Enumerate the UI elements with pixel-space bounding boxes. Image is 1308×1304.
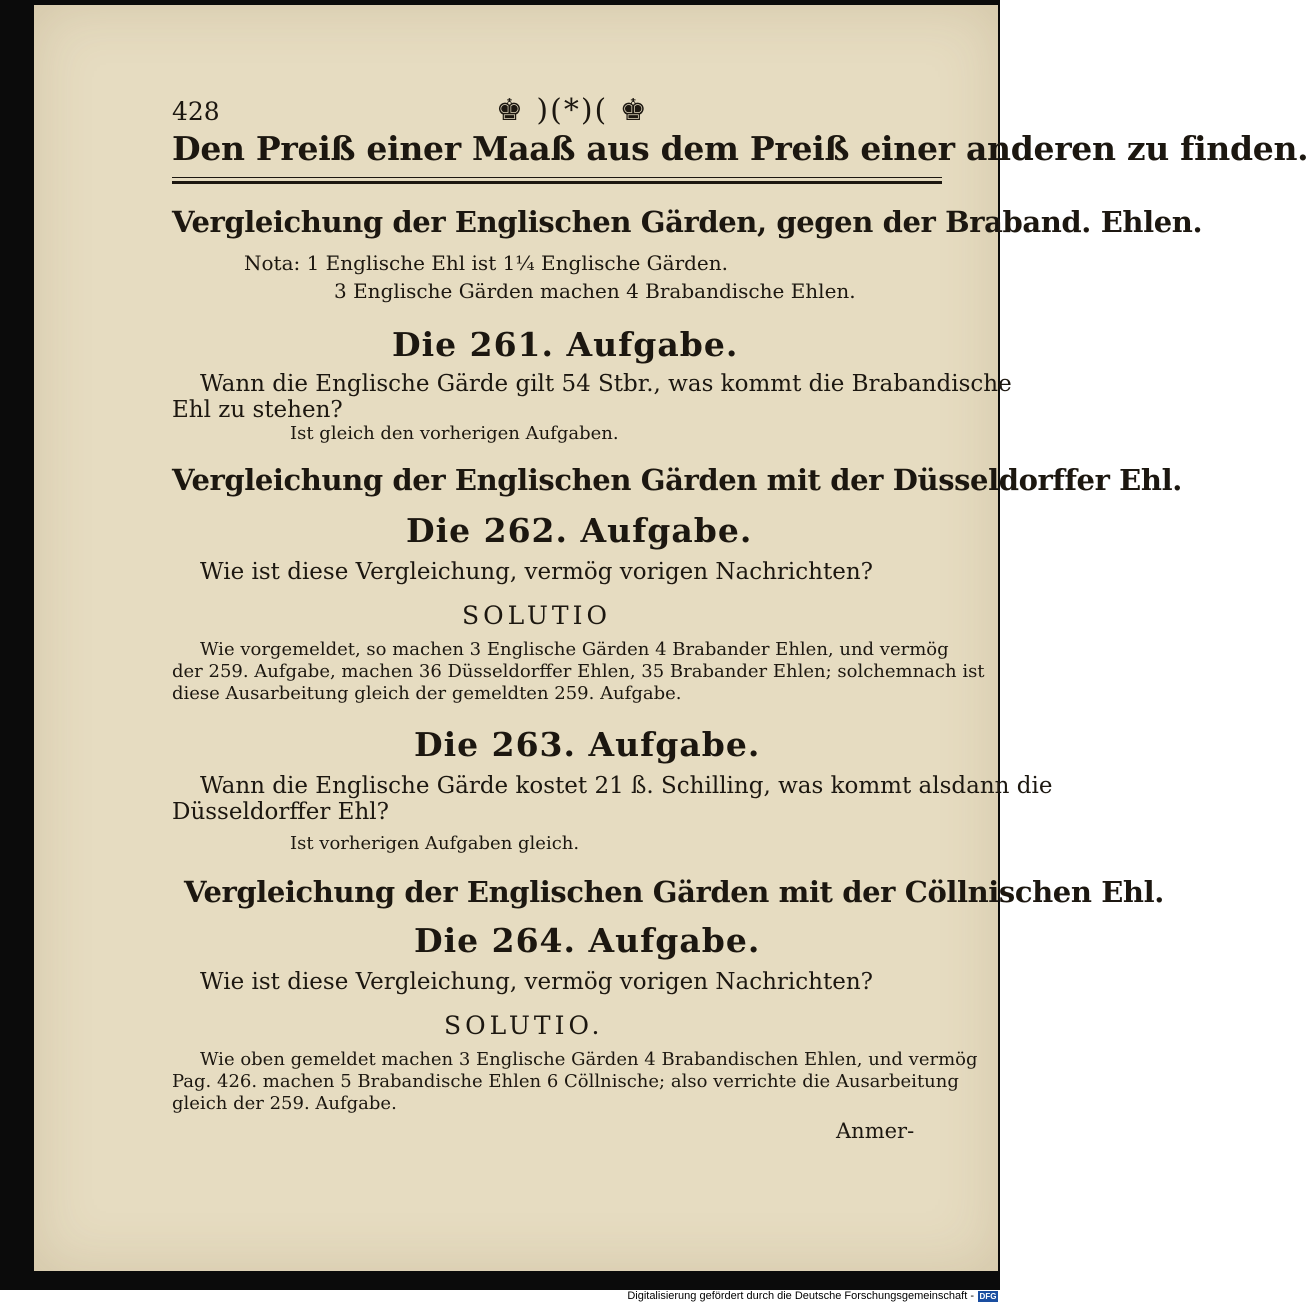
solution-text-line: Wie vorgemeldet, so machen 3 Englische Gärden 4 Brabander Ehlen, und vermög: [200, 639, 949, 660]
problem-heading: Die 263. Aufgabe.: [414, 725, 761, 764]
question-line: Wie ist diese Vergleichung, vermög vorigen Nachrichten?: [200, 559, 873, 585]
solutio-label: SOLUTIO.: [444, 1011, 604, 1040]
question-line: Wie ist diese Vergleichung, vermög vorigen Nachrichten?: [200, 969, 873, 995]
problem-heading: Die 262. Aufgabe.: [406, 511, 753, 550]
body-text-line: Wann die Englische Gärde gilt 54 Stbr., was kommt die Brabandische: [200, 371, 1012, 397]
solution-text-line: der 259. Aufgabe, machen 36 Düsseldorffer Ehlen, 35 Brabander Ehlen; solchemnach ist: [172, 661, 985, 682]
nota-line: Nota: 1 Englische Ehl ist 1¼ Englische Gärden.: [244, 251, 729, 275]
running-head: Den Preiß einer Maaß aus dem Preiß einer anderen zu finden.: [172, 129, 1308, 168]
body-text-line: Ehl zu stehen?: [172, 397, 343, 423]
nota-line: 3 Englische Gärden machen 4 Brabandische Ehlen.: [334, 279, 856, 303]
solution-text-line: Wie oben gemeldet machen 3 Englische Gärden 4 Brabandischen Ehlen, und vermög: [200, 1049, 978, 1070]
page-number: 428: [172, 97, 220, 126]
body-text-line: Ist vorherigen Aufgaben gleich.: [290, 833, 580, 854]
section-title: Vergleichung der Englischen Gärden mit der Düsseldorffer Ehl.: [172, 463, 1182, 497]
problem-heading: Die 261. Aufgabe.: [392, 325, 739, 364]
solution-text-line: Pag. 426. machen 5 Brabandische Ehlen 6 Cöllnische; also verrichte die Ausarbeitung: [172, 1071, 959, 1092]
solutio-label: SOLUTIO: [462, 601, 611, 630]
section-title: Vergleichung der Englischen Gärden mit der Cöllnischen Ehl.: [184, 875, 1164, 909]
problem-heading: Die 264. Aufgabe.: [414, 921, 761, 960]
body-text-line: Wann die Englische Gärde kostet 21 ß. Schilling, was kommt alsdann die: [200, 773, 1053, 799]
crown-ornament-icon: ♚ )(*)( ♚: [496, 93, 649, 128]
header-rule-thick: [172, 181, 942, 184]
solution-text-line: diese Ausarbeitung gleich der gemeldten 259. Aufgabe.: [172, 683, 682, 704]
funding-credit: Digitalisierung gefördert durch die Deutsche Forschungsgemeinschaft -: [627, 1290, 974, 1302]
body-text-line: Düsseldorffer Ehl?: [172, 799, 389, 825]
body-text-line: Ist gleich den vorherigen Aufgaben.: [290, 423, 619, 444]
header-rule-thin: [172, 177, 942, 178]
book-page: [34, 5, 1308, 1271]
solution-text-line: gleich der 259. Aufgabe.: [172, 1093, 397, 1114]
section-title: Vergleichung der Englischen Gärden, gegen der Braband. Ehlen.: [172, 205, 1203, 239]
catchword: Anmer-: [836, 1119, 915, 1143]
dfg-logo-icon: DFG: [979, 1292, 997, 1301]
